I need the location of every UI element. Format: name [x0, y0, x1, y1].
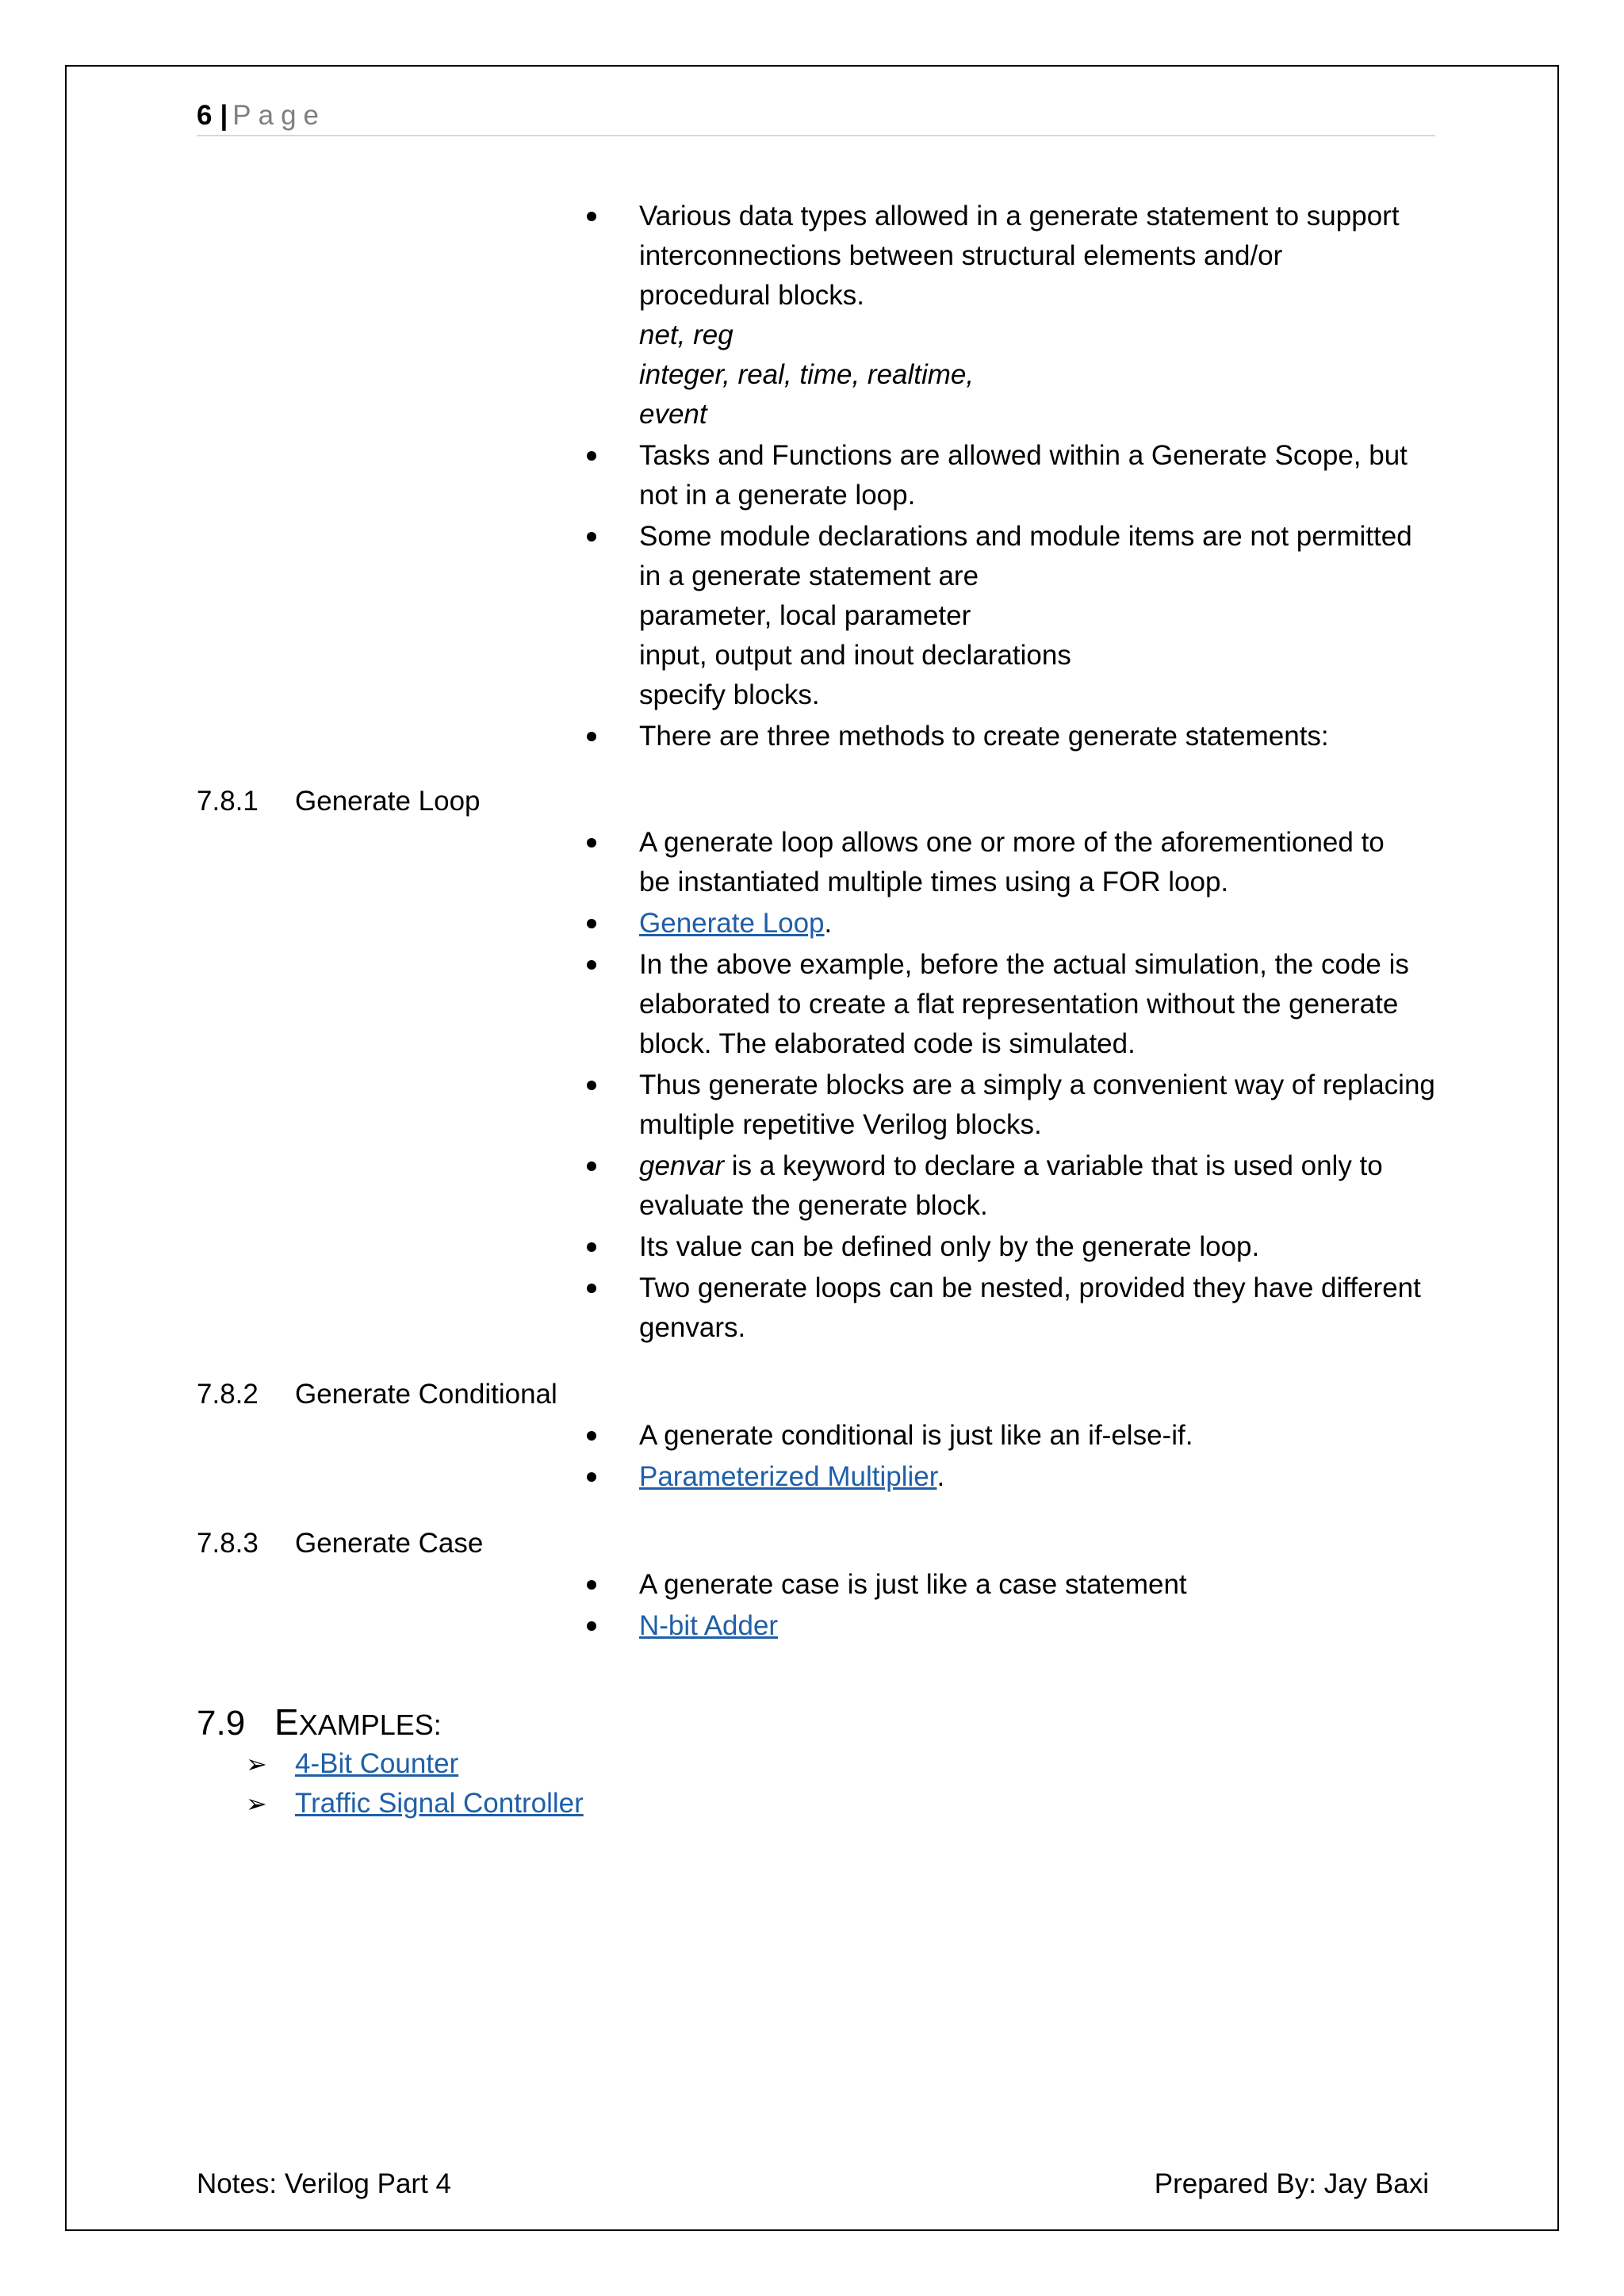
list-item: [246, 1744, 584, 1784]
list-item: [587, 1606, 1443, 1646]
generate-case-bullet-list: [587, 1565, 1443, 1647]
arrow-bullet-icon: ➢: [246, 1750, 267, 1778]
list-item: Its value can be defined only by the generate loop.: [587, 1227, 1443, 1267]
list-item: A generate case is just like a case statement: [587, 1565, 1443, 1605]
list-item: Thus generate blocks are a simply a convenient way of replacing multiple repetitive Verilog blocks.: [587, 1066, 1443, 1145]
examples-list: [246, 1744, 584, 1823]
bullet-icon: [587, 532, 596, 541]
list-item: Various data types allowed in a generate statement to support interconnections between structural elements and/or procedural blocks. net, reg integer, real, time, realtime, event: [587, 197, 1443, 434]
bullet-icon: [587, 1161, 596, 1171]
list-item: [246, 1784, 584, 1823]
bullet-icon: [587, 919, 596, 928]
list-item: There are three methods to create generate statements:: [587, 717, 1443, 756]
bullet-icon: [587, 1242, 596, 1252]
four-bit-counter-link[interactable]: 4-Bit Counter: [295, 1748, 459, 1779]
page-number: 6: [197, 100, 213, 131]
list-item: Tasks and Functions are allowed within a Generate Scope, but not in a generate loop.: [587, 436, 1443, 515]
generate-conditional-bullet-list: [587, 1416, 1443, 1498]
bullet-icon: [587, 1621, 596, 1631]
n-bit-adder-link[interactable]: N-bit Adder: [639, 1610, 779, 1641]
list-item: In the above example, before the actual simulation, the code is elaborated to create a flat representation without the generate block. The elaborated code is simulated.: [587, 945, 1443, 1064]
list-item: A generate conditional is just like an if-else-if.: [587, 1416, 1443, 1456]
generate-loop-bullet-list: [587, 823, 1443, 1349]
bullet-icon: [587, 1284, 596, 1293]
bullet-icon: [587, 1081, 596, 1090]
section-heading-generate-case: 7.8.3 Generate Case: [197, 1528, 484, 1559]
generate-loop-link[interactable]: Generate Loop: [639, 908, 825, 939]
section-heading-examples: 7.9 EXAMPLES:: [197, 1701, 442, 1743]
bullet-icon: [587, 1472, 596, 1482]
list-item: genvar is a keyword to declare a variable that is used only to evaluate the generate block.: [587, 1146, 1443, 1226]
bullet-icon: [587, 212, 596, 221]
list-item: Two generate loops can be nested, provided they have different genvars.: [587, 1269, 1443, 1348]
section-heading-generate-loop: 7.8.1 Generate Loop: [197, 786, 481, 817]
footer-notes: Notes: Verilog Part 4: [197, 2168, 451, 2199]
page-label: Page: [232, 100, 327, 131]
list-item: Generate Loop.: [587, 904, 1443, 943]
bullet-icon: [587, 960, 596, 970]
intro-bullet-list: [587, 197, 1443, 758]
list-item: Some module declarations and module items are not permitted in a generate statement are parameter, local parameter input, output and inout declarations specify blocks.: [587, 517, 1443, 715]
section-heading-generate-conditional: 7.8.2 Generate Conditional: [197, 1379, 557, 1410]
footer-author: Prepared By: Jay Baxi: [1154, 2168, 1429, 2199]
bullet-icon: [587, 451, 596, 461]
parameterized-multiplier-link[interactable]: Parameterized Multiplier: [639, 1461, 937, 1492]
bullet-icon: [587, 732, 596, 741]
bullet-icon: [587, 1431, 596, 1441]
header-separator: |: [220, 100, 228, 131]
traffic-signal-controller-link[interactable]: Traffic Signal Controller: [295, 1788, 584, 1819]
list-item: Parameterized Multiplier.: [587, 1457, 1443, 1497]
bullet-icon: [587, 838, 596, 848]
page-header: [197, 97, 1435, 136]
list-item: A generate loop allows one or more of the aforementioned to be instantiated multiple times using a FOR loop.: [587, 823, 1443, 902]
arrow-bullet-icon: ➢: [246, 1789, 267, 1818]
bullet-icon: [587, 1580, 596, 1590]
